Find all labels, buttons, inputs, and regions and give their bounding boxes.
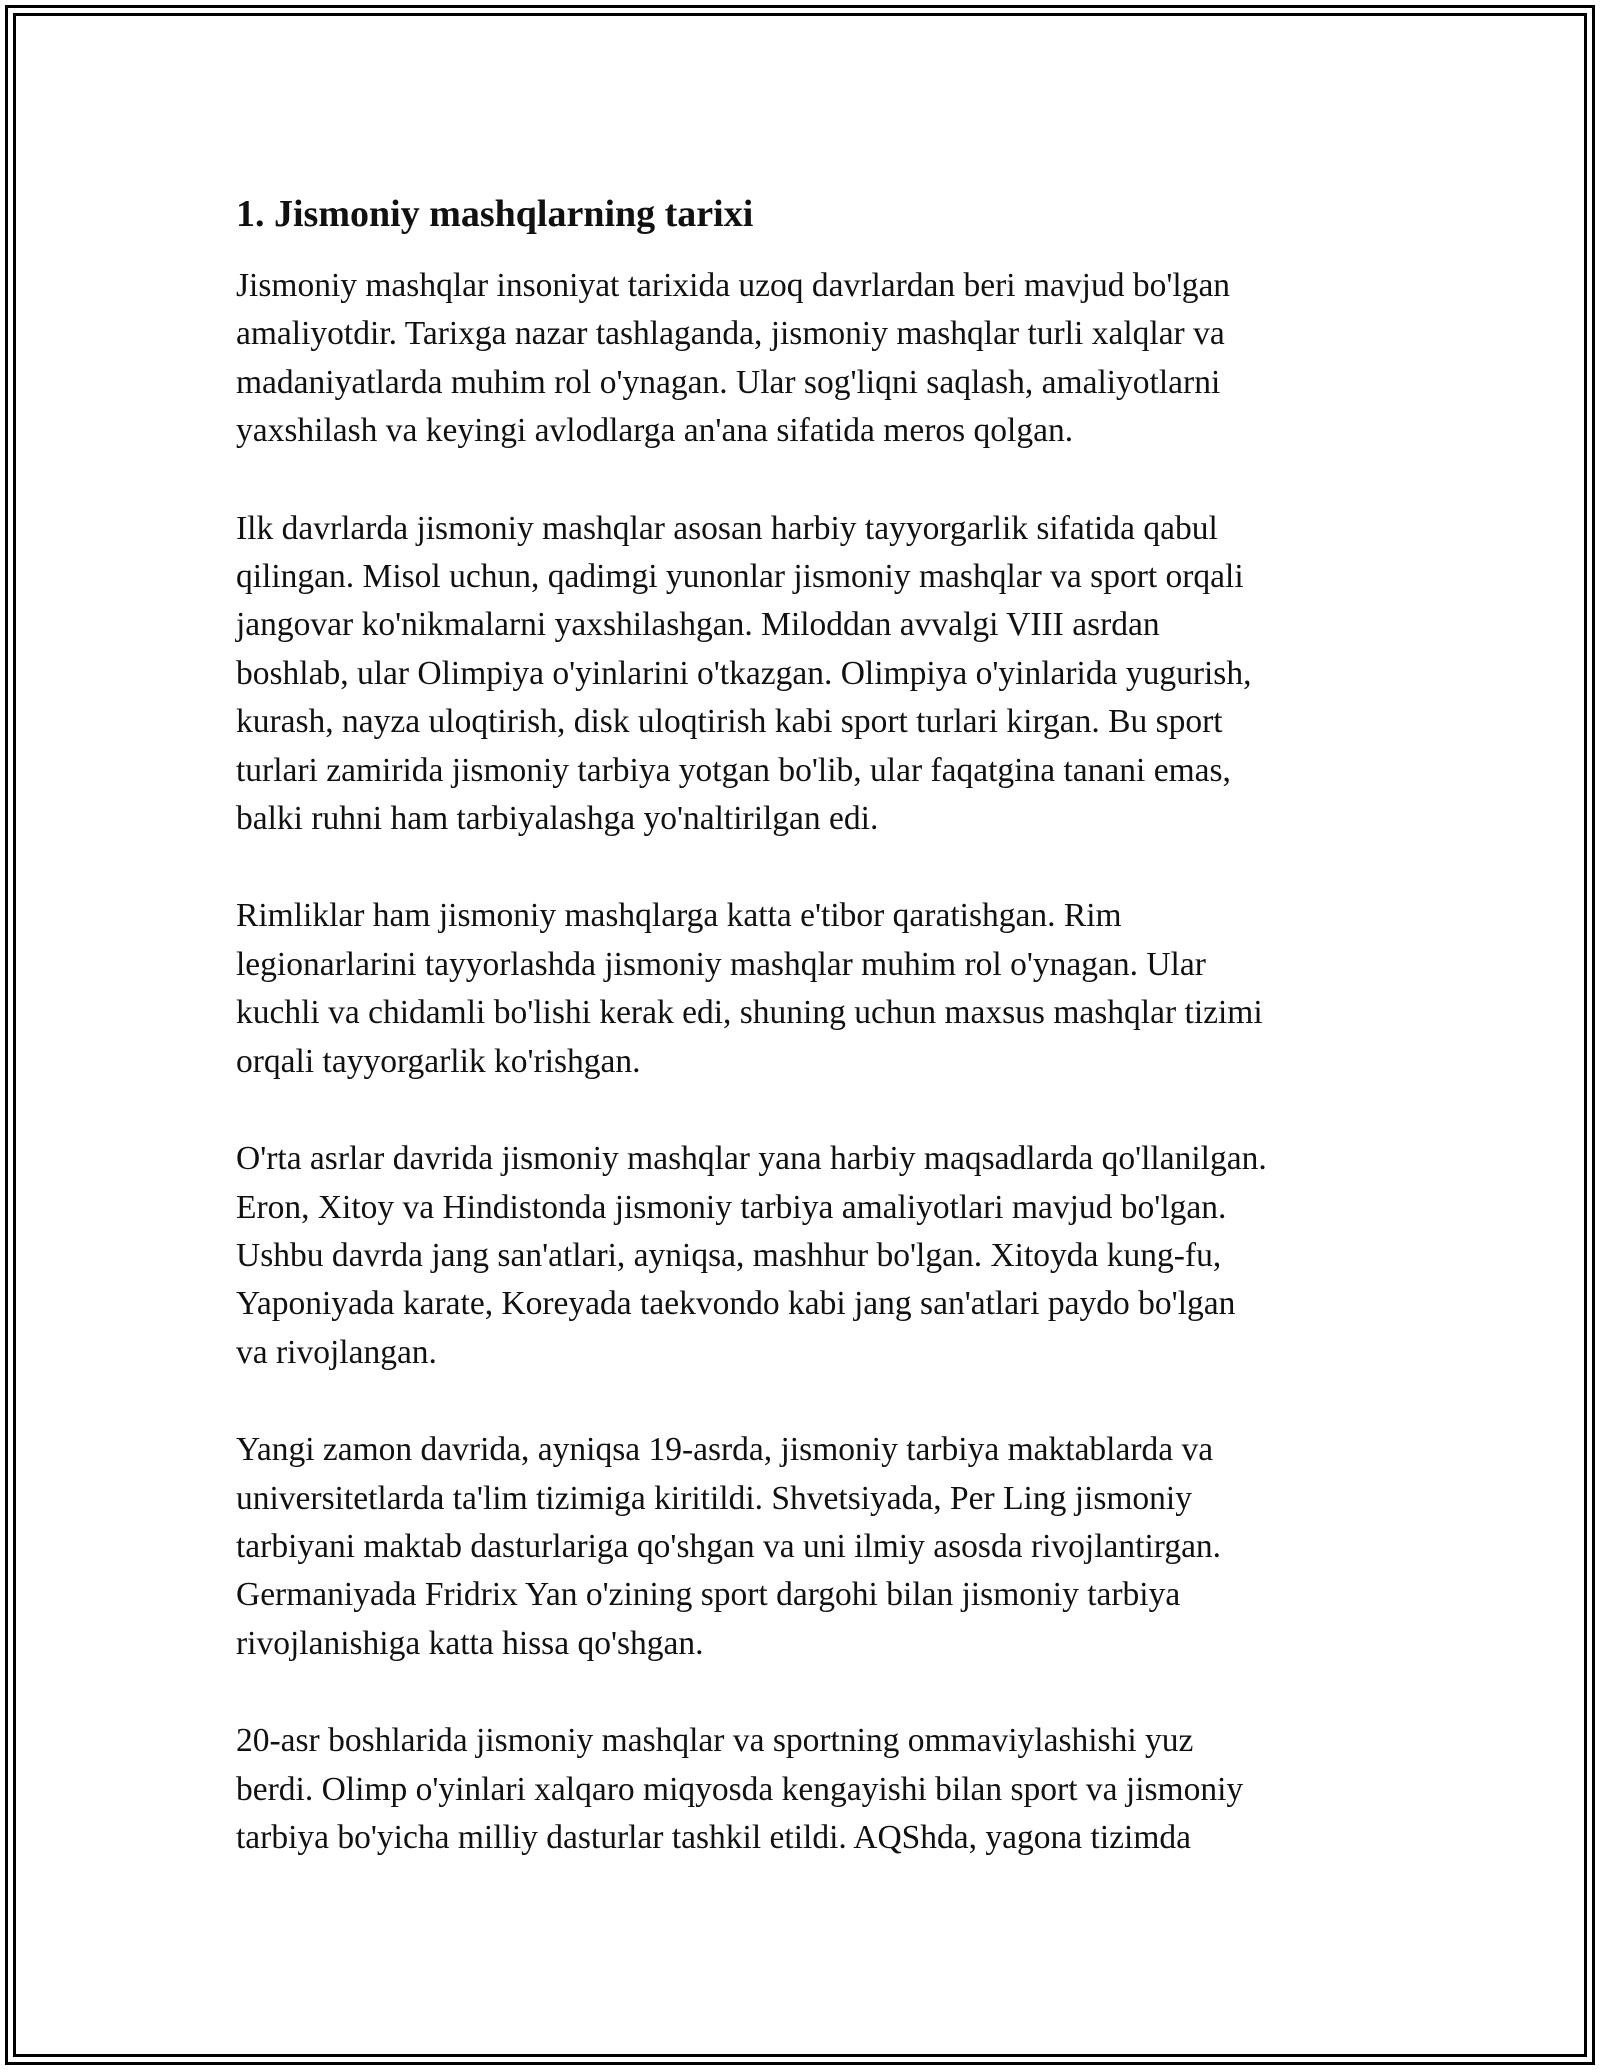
paragraph-4 [236, 1135, 1386, 1377]
paragraph-1 [236, 262, 1386, 456]
paragraph-line: O'rta asrlar davrida jismoniy mashqlar yana harbiy maqsadlarda qo'llanilgan. [236, 1140, 1267, 1178]
paragraph-line: tarbiya bo'yicha milliy dasturlar tashkil etildi. AQShda, yagona tizimda [236, 1818, 1191, 1856]
paragraph-line: yaxshilash va keyingi avlodlarga an'ana sifatida meros qolgan. [236, 412, 1074, 450]
paragraph-line: qilingan. Misol uchun, qadimgi yunonlar jismoniy mashqlar va sport orqali [236, 558, 1244, 596]
paragraph-line: amaliyotdir. Tarixga nazar tashlaganda, jismoniy mashqlar turli xalqlar va [236, 315, 1225, 353]
paragraph-line: madaniyatlarda muhim rol o'ynagan. Ular sog'liqni saqlash, amaliyotlarni [236, 363, 1221, 401]
paragraph-line: va rivojlangan. [236, 1333, 437, 1371]
paragraph-3 [236, 892, 1386, 1086]
paragraph-line: Jismoniy mashqlar insoniyat tarixida uzoq davrlardan beri mavjud bo'lgan [236, 267, 1231, 304]
paragraph-line: kuchli va chidamli bo'lishi kerak edi, shuning uchun maxsus mashqlar tizimi [236, 994, 1263, 1032]
section-heading: 1. Jismoniy mashqlarning tarixi [236, 193, 754, 235]
paragraph-line: turlari zamirida jismoniy tarbiya yotgan bo'lib, ular faqatgina tanani emas, [236, 751, 1231, 789]
paragraph-line: universitetlarda ta'lim tizimiga kiritildi. Shvetsiyada, Per Ling jismoniy [236, 1479, 1192, 1517]
paragraph-line: 20-asr boshlarida jismoniy mashqlar va sportning ommaviylashishi yuz [236, 1722, 1194, 1760]
paragraph-line: kurash, nayza uloqtirish, disk uloqtirish kabi sport turlari kirgan. Bu sport [236, 703, 1223, 741]
paragraph-line: Eron, Xitoy va Hindistonda jismoniy tarbiya amaliyotlari mavjud bo'lgan. [236, 1188, 1227, 1226]
paragraph-line: Yaponiyada karate, Koreyada taekvondo kabi jang san'atlari paydo bo'lgan [236, 1285, 1236, 1323]
paragraph-2 [236, 505, 1386, 844]
document-body [236, 184, 1386, 1911]
paragraph-line: jangovar ko'nikmalarni yaxshilashgan. Miloddan avvalgi VIII asrdan [236, 606, 1160, 644]
paragraph-line: Germaniyada Fridrix Yan o'zining sport dargohi bilan jismoniy tarbiya [236, 1576, 1181, 1614]
paragraph-line: Ushbu davrda jang san'atlari, ayniqsa, mashhur bo'lgan. Xitoyda kung-fu, [236, 1236, 1222, 1274]
paragraph-line: boshlab, ular Olimpiya o'yinlarini o'tkazgan. Olimpiya o'yinlarida yugurish, [236, 654, 1252, 692]
paragraph-line: Rimliklar ham jismoniy mashqlarga katta e'tibor qaratishgan. Rim [236, 897, 1122, 935]
paragraph-line: orqali tayyorgarlik ko'rishgan. [236, 1042, 641, 1080]
paragraph-line: berdi. Olimp o'yinlari xalqaro miqyosda kengayishi bilan sport va jismoniy [236, 1770, 1244, 1808]
paragraph-5 [236, 1426, 1386, 1668]
paragraph-line: Ilk davrlarda jismoniy mashqlar asosan harbiy tayyorgarlik sifatida qabul [236, 509, 1218, 547]
paragraph-6 [236, 1717, 1386, 1862]
paragraph-line: tarbiyani maktab dasturlariga qo'shgan va uni ilmiy asosda rivojlantirgan. [236, 1527, 1222, 1565]
paragraph-line: balki ruhni ham tarbiyalashga yo'naltirilgan edi. [236, 800, 879, 838]
paragraph-line: rivojlanishiga katta hissa qo'shgan. [236, 1624, 704, 1662]
paragraph-line: legionarlarini tayyorlashda jismoniy mashqlar muhim rol o'ynagan. Ular [236, 945, 1206, 983]
paragraph-line: Yangi zamon davrida, ayniqsa 19-asrda, jismoniy tarbiya maktablarda va [236, 1431, 1214, 1469]
